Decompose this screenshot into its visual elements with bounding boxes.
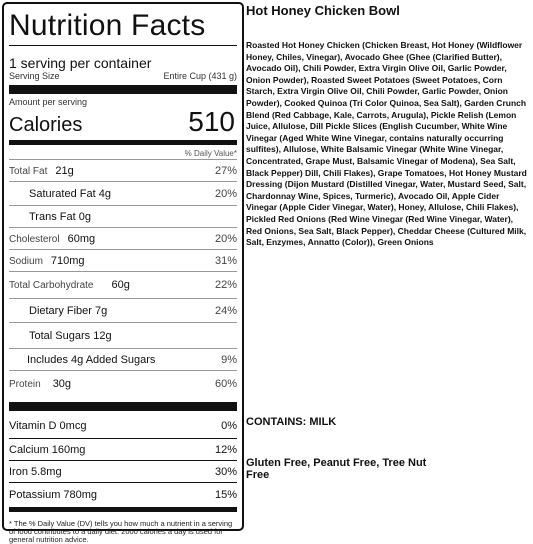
divider-medium [9, 507, 237, 512]
nutrient-dv: 27% [214, 164, 237, 177]
nutrient-value: 7g [95, 304, 108, 317]
nutrient-value: 30g [52, 377, 72, 390]
servings-per-container: 1 serving per container [9, 55, 152, 71]
nutrient-name: Saturated Fat [29, 187, 96, 200]
free-from-statement: Gluten Free, Peanut Free, Tree Nut Free [246, 457, 427, 481]
nutrient-value: 60g [111, 279, 130, 291]
saturated-fat-row [9, 182, 237, 206]
divider-medium [9, 140, 237, 145]
iron-row [9, 461, 237, 483]
nutrient-dv: 0% [221, 419, 237, 432]
nutrition-facts-panel [2, 2, 244, 544]
allergen-statement: CONTAINS: MILK [246, 416, 337, 428]
nutrient-name: Total Fat [9, 165, 48, 177]
serving-size-row [9, 71, 237, 82]
protein-row [9, 371, 237, 396]
nutrient-name: Total Carbohydrate [9, 280, 94, 291]
ingredients-list: Roasted Hot Honey Chicken (Chicken Breast, Hot Honey (Wildflower Honey, Chiles, Vinegar), Avocado Ghee (Ghee (Clarified Butter), Avocado Oil), Chili Powder, Extra Virgin Olive Oil, Garlic Powder, Onion Powder), Roasted Sweet Potatoes (Sweet Potatoes, Corn Starch, Extra Virgin Olive Oil, Chili Powder, Garlic Powder, Onion Powder), Cooked Quinoa (Tri Color Quinoa, Sea Salt), Garden Crunch Blend (Red Cabbage, Kale, Carrots, Arugula), Pickle Relish (Lemon Juice, Allulose, Dill Pickle Slices (English Cucumber, White Wine Vinegar (Aged White Wine Vinegar, contains naturally occurring sulfites), Allulose, White Balsamic Vinegar (White Wine Vinegar, Concentrated, Grape Must, Balsamic Vinegar of Modena), Sea Salt, Black Pepper) Dill, Chili Flakes), Grape Tomatoes, Hot Honey Mustard Dressing (Dijon Mustard (Distilled Vinegar, Water, Mustard Seed, Salt, Chardonnay Wine, Spices, Turmeric), Avocado Oil, Apple Cider Vinegar (Apple Cider Vinegar, Water), Honey, Allulose, Chili Flakes), Pickled Red Onions (Red Wine Vinegar (Red Wine Vinegar, Water), Red Onions, Sea Salt, Black Pepper), Cheddar Cheese (Cultured Milk, Salt, Enzymes, Annatto (Color)), Green Onions [246, 40, 527, 248]
total-carbohydrate-row [9, 272, 237, 299]
calories-value: 510 [188, 106, 235, 137]
nutrient-name: Trans Fat [29, 210, 76, 223]
nutrient-dv: 9% [221, 353, 237, 366]
nutrient-dv: 60% [214, 377, 237, 390]
nutrient-value: 710mg [50, 254, 85, 267]
trans-fat-row [9, 206, 237, 228]
micronutrient-text: Iron 5.8mg [9, 465, 62, 478]
divider-thick [9, 85, 237, 94]
total-sugars-row [9, 323, 237, 349]
nutrient-name: Total Sugars [29, 329, 91, 342]
daily-value-header: % Daily Value* [184, 149, 237, 158]
nutrient-value: 21g [55, 164, 74, 177]
amount-per-serving: Amount per serving [9, 97, 88, 107]
label-title: Nutrition Facts [9, 9, 206, 42]
micronutrient-text: Potassium 780mg [9, 489, 98, 501]
nutrient-dv: 30% [214, 465, 237, 478]
added-sugars-row [9, 349, 237, 371]
nutrient-dv: 24% [214, 304, 237, 317]
divider [9, 45, 237, 46]
nutrient-dv: 20% [214, 187, 237, 200]
product-title: Hot Honey Chicken Bowl [246, 3, 400, 18]
nutrient-dv: 22% [214, 279, 237, 291]
nutrient-value: 12g [93, 329, 112, 342]
nutrient-dv: 12% [214, 443, 237, 456]
micronutrient-text: Vitamin D 0mcg [9, 419, 87, 432]
nutrient-name: Cholesterol [9, 233, 60, 245]
calcium-row [9, 439, 237, 461]
micronutrient-text: Calcium 160mg [9, 443, 86, 456]
added-sugars-text: Includes 4g Added Sugars [27, 353, 156, 366]
total-fat-row [9, 160, 237, 182]
dietary-fiber-row [9, 299, 237, 323]
nutrient-name: Dietary Fiber [29, 304, 92, 317]
calories-label: Calories [9, 114, 83, 136]
vitamin-d-row [9, 413, 237, 439]
daily-value-footnote: * The % Daily Value (DV) tells you how much a nutrient in a serving of food contributes to a daily diet. 2000 calories a day is used for general nutrition advice. [9, 519, 233, 544]
nutrient-dv: 31% [214, 254, 237, 267]
divider-thick [9, 402, 237, 411]
potassium-row [9, 483, 237, 507]
serving-size-label: Serving Size [9, 71, 60, 81]
nutrient-dv: 20% [214, 232, 237, 245]
nutrient-dv: 15% [214, 489, 237, 501]
nutrient-value: 4g [98, 187, 111, 200]
serving-size-value: Entire Cup (431 g) [163, 71, 237, 81]
sodium-row [9, 250, 237, 272]
cholesterol-row [9, 228, 237, 250]
nutrient-value: 60mg [67, 232, 96, 245]
nutrient-value: 0g [78, 210, 91, 223]
product-info [246, 0, 531, 249]
calories-row [9, 107, 237, 137]
nutrient-name: Protein [9, 378, 41, 390]
nutrient-name: Sodium [9, 255, 43, 267]
